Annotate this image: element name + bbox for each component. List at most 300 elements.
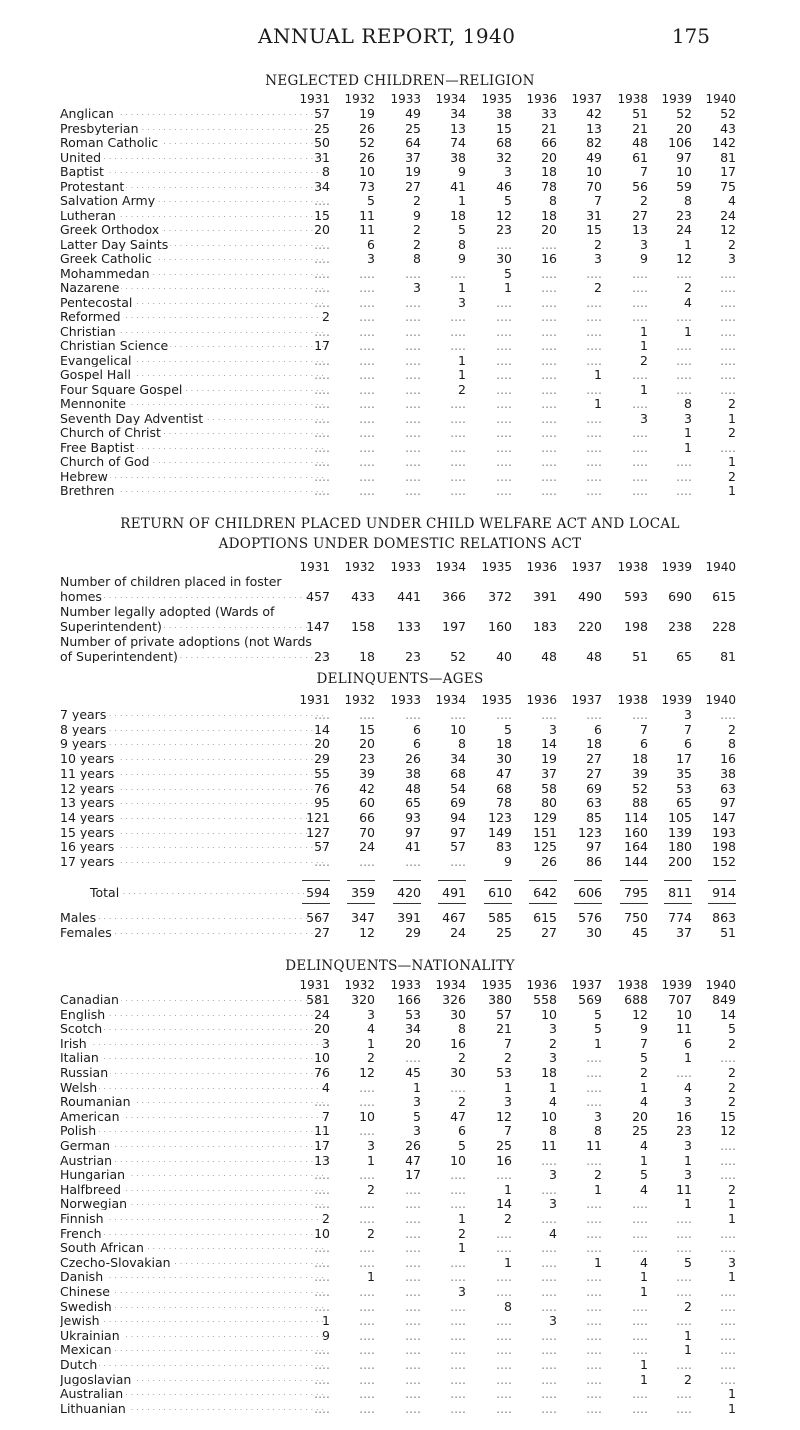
year-header: 1940 [705,560,736,574]
row-label [60,484,327,497]
row-label [60,826,327,839]
table-cell: 9 [458,164,466,179]
table-cell: 133 [397,619,421,634]
table-cell: 26 [359,149,375,165]
nationality-row [0,1314,800,1327]
year-header: 1940 [705,92,736,106]
table-cell: 2 [322,309,330,324]
table-cell: 17 [676,751,692,767]
placement-title-line2: ADOPTIONS UNDER DOMESTIC RELATIONS ACT [218,536,582,552]
table-cell: 391 [397,910,421,925]
row-label [60,412,327,425]
religion-row [0,397,800,410]
table-cell: 13 [586,120,602,136]
religion-title: NEGLECTED CHILDREN—RELIGION [265,73,535,89]
table-cell: .... [541,1240,557,1256]
row-label [60,223,327,236]
table-cell: .... [586,1342,602,1358]
table-cell: .... [632,280,648,295]
table-cell: .... [314,1094,330,1110]
table-cell: 30 [496,251,512,266]
table-cell: 10 [359,1108,375,1124]
table-cell: 2 [413,222,421,237]
religion-row [0,281,800,294]
table-cell: 1 [684,236,692,252]
table-cell: .... [720,1327,736,1343]
table-cell: 33 [541,106,557,121]
row-label-text: French [60,1226,102,1240]
table-cell: 1 [728,1400,736,1416]
table-cell: .... [496,483,512,498]
table-cell: .... [541,1386,557,1402]
table-cell: 13 [450,120,466,136]
table-cell: 18 [450,207,466,223]
table-cell: 81 [720,649,736,664]
table-cell: .... [720,1298,736,1314]
row-label-text: Danish [60,1270,104,1284]
table-cell: 47 [496,765,512,781]
row-label [60,1168,327,1181]
row-label [60,397,327,410]
table-cell: 3 [549,1050,557,1066]
table-cell: 238 [668,619,692,634]
row-label-text: Roman Catholic [60,136,159,149]
table-cell: 38 [450,149,466,165]
total-rule [708,880,736,881]
table-cell: 64 [405,135,421,150]
table-cell: .... [405,338,421,353]
table-cell: 48 [405,780,421,796]
table-cell: 160 [624,824,648,840]
table-cell: 41 [405,839,421,855]
table-cell: 4 [640,1181,648,1197]
table-cell: 20 [676,120,692,136]
row-label [60,209,327,222]
row-label-text: United [60,150,102,164]
table-cell: .... [586,1225,602,1241]
row-label-text: Halfbreed [60,1182,122,1196]
table-cell: 9 [640,251,648,266]
table-cell: .... [586,352,602,368]
table-cell: .... [359,309,375,324]
table-cell: .... [541,396,557,411]
nationality-row [0,1212,800,1225]
row-label [60,1402,327,1415]
table-cell: 615 [533,910,557,925]
table-cell: .... [720,707,736,722]
religion-row [0,368,800,381]
table-cell: 27 [632,207,648,223]
table-cell: .... [496,309,512,324]
table-cell: 12 [496,207,512,223]
row-label [60,926,327,939]
table-cell: 17 [720,164,736,179]
year-header: 1937 [571,978,602,992]
table-cell: .... [632,1196,648,1212]
nationality-row [0,1402,800,1415]
table-cell: .... [632,425,648,440]
table-cell: 18 [541,164,557,179]
table-cell: 55 [314,765,330,781]
row-label [60,325,327,338]
table-cell: .... [586,1371,602,1387]
table-cell: 1 [458,367,466,382]
table-cell: 2 [594,280,602,295]
year-header: 1932 [344,92,375,106]
table-cell: 20 [314,222,330,237]
table-cell: 27 [586,765,602,781]
year-header: 1931 [299,693,330,707]
total-rule [393,903,421,904]
table-cell: 3 [640,410,648,426]
table-cell: .... [359,1371,375,1387]
table-cell: .... [314,396,330,411]
table-cell: 8 [549,1123,557,1139]
table-cell: 576 [578,910,602,925]
table-cell: .... [676,1386,692,1402]
table-cell: 1 [594,367,602,382]
table-cell: 8 [684,193,692,208]
table-cell: 9 [458,251,466,266]
nationality-row [0,1387,800,1400]
placement-title-line1: RETURN OF CHILDREN PLACED UNDER CHILD WELFARE ACT AND LOCAL [120,516,680,532]
nationality-row [0,1066,800,1079]
table-cell: .... [541,1284,557,1299]
table-cell: 23 [676,207,692,223]
table-cell: .... [676,381,692,397]
row-label [60,1358,327,1371]
table-cell: .... [359,396,375,411]
table-cell: 197 [442,619,466,634]
table-cell: 106 [668,135,692,150]
table-cell: 9 [413,207,421,223]
table-cell: .... [586,1240,602,1256]
row-label-text: 15 years [60,825,115,839]
table-cell: 127 [306,824,330,840]
table-cell: .... [496,454,512,469]
table-cell: .... [720,367,736,382]
table-cell: 3 [728,1254,736,1270]
table-cell: 65 [676,795,692,811]
row-label [60,383,327,396]
table-cell: 5 [504,721,512,737]
table-cell: .... [632,1225,648,1241]
table-cell: 76 [314,1065,330,1080]
table-cell: 97 [586,839,602,855]
table-cell: .... [541,1371,557,1387]
table-cell: 164 [624,839,648,855]
table-cell: .... [676,1269,692,1285]
table-cell: .... [450,1342,466,1358]
table-cell: 2 [504,1050,512,1066]
table-cell: .... [405,1254,421,1270]
table-cell: .... [541,1327,557,1343]
table-cell: 1 [367,1269,375,1285]
table-cell: .... [359,1298,375,1314]
row-label-text: Mennonite [60,397,126,410]
table-cell: .... [632,294,648,310]
table-cell: .... [586,294,602,310]
table-cell: 58 [541,780,557,796]
nationality-row [0,1285,800,1298]
table-cell: .... [720,1050,736,1066]
nationality-row [0,1343,800,1356]
table-cell: 2 [458,1094,466,1110]
table-cell: 139 [668,824,692,840]
table-cell: 3 [367,1006,375,1022]
row-label-text: 7 years [60,708,107,721]
table-cell: .... [314,1298,330,1314]
table-cell: 2 [458,381,466,397]
table-cell: .... [586,1269,602,1285]
row-label [60,1343,327,1356]
table-cell: 2 [728,1181,736,1197]
table-cell: 144 [624,854,648,869]
row-label-text: Chinese [60,1285,110,1298]
table-cell: .... [405,425,421,440]
religion-row [0,165,800,178]
table-cell: 1 [684,1342,692,1358]
table-cell: .... [541,309,557,324]
row-label-text: Canadian [60,993,119,1006]
row-label-text: Four Square Gospel [60,382,183,396]
row-label-text: Italian [60,1051,99,1065]
table-cell: 200 [668,854,692,869]
table-cell: .... [676,1313,692,1329]
table-cell: 14 [314,721,330,737]
table-cell: .... [314,425,330,440]
table-cell: 57 [450,839,466,855]
table-cell: 94 [450,809,466,825]
table-cell: 615 [712,589,736,604]
table-cell: 52 [676,106,692,121]
table-cell: .... [450,1386,466,1402]
total-rule [484,880,512,881]
year-header: 1936 [526,560,557,574]
table-cell: 25 [496,1138,512,1153]
row-label [60,1124,327,1137]
row-label-text: Church of Christ [60,426,161,439]
table-cell: .... [314,352,330,368]
row-label [60,180,327,193]
table-cell: 1 [640,1357,648,1372]
nationality-row [0,1124,800,1137]
table-cell: .... [586,468,602,484]
table-cell: 193 [712,824,736,840]
table-cell: .... [541,425,557,440]
nationality-row [0,1256,800,1269]
table-cell: .... [314,367,330,382]
table-cell: .... [676,352,692,368]
row-label [60,855,327,868]
table-cell: 60 [359,795,375,811]
row-label [60,136,327,149]
row-label-text: 14 years [60,810,115,824]
row-label [60,339,327,352]
table-cell: 610 [488,885,512,900]
table-cell: 66 [359,809,375,825]
table-cell: 123 [488,809,512,825]
table-cell: 7 [640,164,648,179]
table-cell: 750 [624,910,648,925]
table-cell: 594 [306,885,330,900]
table-cell: .... [720,1342,736,1358]
nationality-row [0,1227,800,1240]
table-cell: 2 [728,236,736,252]
table-cell: 4 [640,1254,648,1270]
table-cell: 10 [541,1006,557,1022]
table-cell: 3 [684,1167,692,1183]
row-label: Number of children placed in foster [60,574,282,589]
total-rule [302,880,330,881]
table-cell: 38 [720,765,736,781]
table-cell: 121 [306,809,330,825]
table-cell: 1 [728,1196,736,1212]
table-cell: .... [450,1079,466,1095]
row-label-text: homes [60,590,102,603]
row-label-text: Seventh Day Adventist [60,411,204,425]
table-cell: .... [450,410,466,426]
year-header: 1938 [617,978,648,992]
table-cell: 37 [541,765,557,781]
table-cell: .... [450,323,466,339]
year-header: 1931 [299,978,330,992]
table-cell: 914 [712,885,736,900]
table-cell: 5 [684,1254,692,1270]
placement-row [0,590,800,603]
table-cell: 569 [578,992,602,1007]
table-cell: 3 [549,1313,557,1329]
table-cell: 59 [676,178,692,194]
table-cell: .... [405,1371,421,1387]
table-cell: .... [720,294,736,310]
total-rule [438,880,466,881]
row-label [60,1095,327,1108]
table-cell: .... [632,309,648,324]
table-cell: .... [632,1327,648,1343]
row-label-text: Free Baptist [60,440,135,454]
religion-row [0,107,800,120]
table-cell: .... [314,468,330,484]
table-cell: 366 [442,589,466,604]
row-label [60,296,327,309]
row-label-text: 10 years [60,752,115,766]
total-rule [574,903,602,904]
table-cell: .... [405,367,421,382]
table-cell: 3 [458,294,466,310]
table-cell: .... [405,1240,421,1256]
row-label [60,107,327,120]
table-cell: 3 [322,1035,330,1051]
table-cell: .... [405,1284,421,1299]
table-cell: .... [450,425,466,440]
table-cell: 69 [450,795,466,811]
row-label-text: Baptist [60,165,104,178]
table-cell: 125 [533,839,557,855]
table-cell: 2 [367,1181,375,1197]
table-cell: 326 [442,992,466,1007]
table-cell: 9 [504,854,512,869]
table-cell: 8 [458,736,466,752]
year-header: 1938 [617,693,648,707]
table-cell: 8 [549,193,557,208]
nationality-row [0,1270,800,1283]
table-cell: .... [314,193,330,208]
table-cell: .... [720,1240,736,1256]
table-cell: 14 [496,1196,512,1212]
table-cell: 3 [684,1094,692,1110]
table-cell: .... [450,1327,466,1343]
table-cell: .... [586,1284,602,1299]
table-cell: .... [496,1400,512,1416]
table-cell: .... [720,1357,736,1372]
table-cell: 68 [496,780,512,796]
table-cell: 63 [586,795,602,811]
placement-row [0,650,800,663]
table-cell: 1 [640,1284,648,1299]
table-cell: .... [676,1065,692,1080]
table-cell: 16 [720,751,736,767]
year-header: 1937 [571,92,602,106]
table-cell: .... [450,309,466,324]
table-cell: .... [450,854,466,869]
table-cell: .... [450,439,466,455]
table-cell: .... [450,1371,466,1387]
table-cell: 39 [632,765,648,781]
row-label-text: Pentecostal [60,295,133,309]
religion-row [0,412,800,425]
table-cell: 97 [676,149,692,165]
table-cell: 129 [533,809,557,825]
row-label [60,267,327,280]
row-label-text: of Superintendent) [60,650,178,663]
table-cell: .... [405,707,421,722]
table-cell: .... [586,381,602,397]
table-cell: .... [314,1269,330,1285]
table-cell: 567 [306,910,330,925]
table-cell: .... [359,1327,375,1343]
table-cell: 6 [413,736,421,752]
placement-row [0,620,800,633]
table-cell: .... [359,1313,375,1329]
table-cell: .... [541,280,557,295]
table-cell: 45 [405,1065,421,1080]
row-label-text: Total [90,886,120,899]
total-rule [347,880,375,881]
table-cell: 51 [632,106,648,121]
row-label-text: Salvation Army [60,194,156,207]
table-cell: 82 [586,135,602,150]
nationality-row [0,1373,800,1386]
table-cell: .... [496,323,512,339]
table-cell: 491 [442,885,466,900]
total-rule [620,903,648,904]
table-cell: 2 [640,193,648,208]
table-cell: 24 [314,1006,330,1022]
table-cell: 4 [549,1225,557,1241]
row-label-text: South African [60,1241,144,1255]
table-cell: 14 [541,736,557,752]
table-cell: 2 [413,236,421,252]
table-cell: 6 [684,736,692,752]
table-cell: 688 [624,992,648,1007]
table-cell: .... [314,1196,330,1212]
table-cell: 5 [728,1021,736,1037]
table-cell: 30 [450,1065,466,1080]
row-label-text: Nazarene [60,281,120,294]
table-cell: 48 [632,135,648,150]
table-cell: 57 [314,839,330,855]
